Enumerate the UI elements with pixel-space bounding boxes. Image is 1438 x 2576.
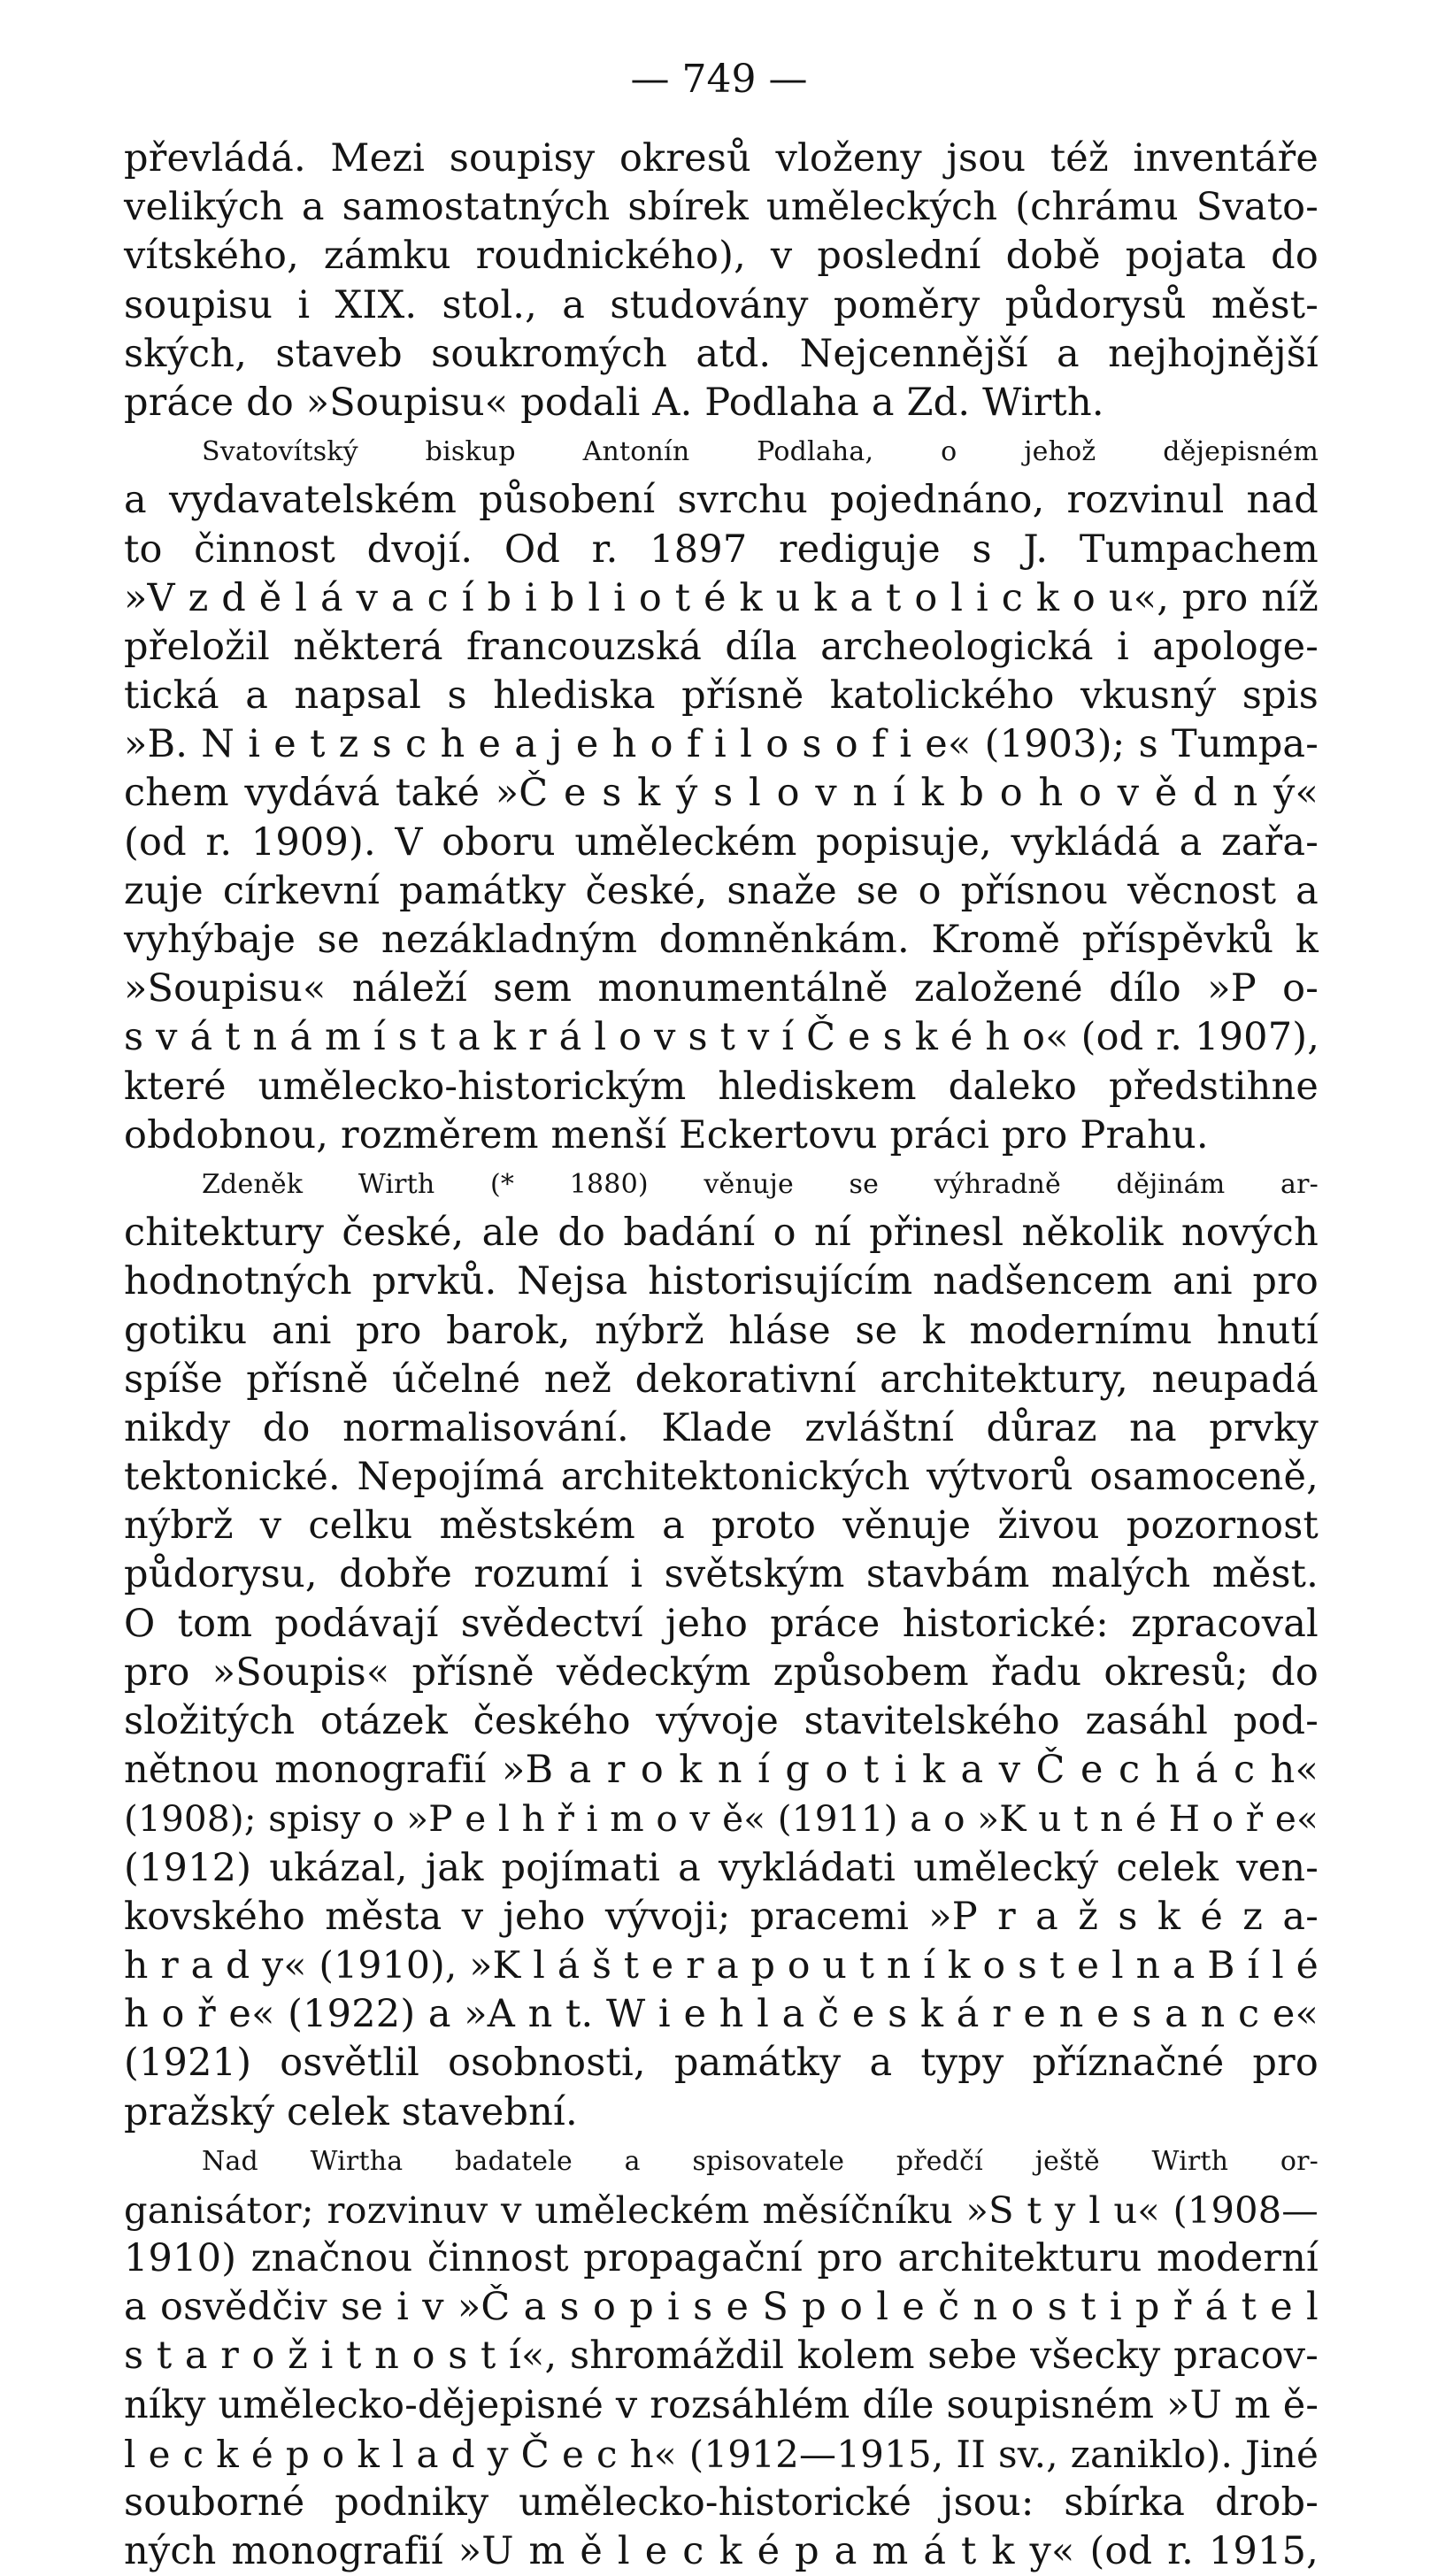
text-line: O tom podávají svědectví jeho práce historické: zpracoval — [124, 1601, 1319, 1646]
text-line: (1921) osvětlil osobnosti, památky a typy příznačné pro — [124, 2041, 1319, 2086]
text-line: 1910) značnou činnost propagační pro architekturu moderní — [124, 2236, 1319, 2281]
text-line: nikdy do normalisování. Klade zvláštní důraz na prvky — [124, 1405, 1319, 1450]
text-line: práce do »Soupisu« podali A. Podlaha a Zd. Wirth. — [124, 380, 1104, 425]
text-line: ských, staveb soukromých atd. Nejcennější a nejhojnější — [124, 331, 1319, 376]
text-line: (od r. 1909). V oboru uměleckém popisuje, vykládá a zařa- — [124, 819, 1319, 865]
text-line: Svatovítský biskup Antonín Podlaha, o jehož dějepisném — [202, 436, 1319, 468]
text-line: obdobnou, rozměrem menší Eckertovu práci pro Prahu. — [124, 1112, 1209, 1157]
text-line: složitých otázek českého vývoje stavitelského zasáhl pod- — [124, 1699, 1319, 1743]
text-line: Zdeněk Wirth (* 1880) věnuje se výhradně dějinám ar- — [202, 1168, 1319, 1200]
text-line: l e c k é p o k l a d y Č e c h« (1912—1915, II sv., zaniklo). Jiné — [124, 2432, 1319, 2476]
text-line: které umělecko-historickým hlediskem daleko předstihne — [124, 1064, 1319, 1109]
text-line: gotiku ani pro barok, nýbrž hláse se k modernímu hnutí — [124, 1308, 1319, 1353]
text-line: vítského, zámku roudnického), v poslední době pojata do — [124, 234, 1319, 279]
text-line: chitektury české, ale do badání o ní přinesl několik nových — [124, 1211, 1319, 1256]
text-line: pražský celek stavební. — [124, 2089, 578, 2134]
body-text — [124, 135, 1319, 2576]
text-line: níky umělecko-dějepisné v rozsáhlém díle soupisném »U m ě- — [124, 2382, 1319, 2427]
text-line: »B. N i e t z s c h e a j e h o f i l o s o f i e« (1903); s Tumpa- — [124, 722, 1319, 767]
text-line: tická a napsal s hlediska přísně katolického vkusný spis — [124, 673, 1319, 719]
text-line: ganisátor; rozvinuv v uměleckém měsíčníku »S t y l u« (1908— — [124, 2188, 1319, 2232]
text-line: a osvědčiv se i v »Č a s o p i s e S p o l e č n o s t i p ř á t e l — [124, 2285, 1319, 2330]
text-line: »V z d ě l á v a c í b i b l i o t é k u k a t o l i c k o u«, pro níž — [124, 575, 1319, 620]
text-line: h r a d y« (1910), »K l á š t e r a p o u t n í k o s t e l n a B í l é — [124, 1943, 1319, 1988]
text-line: ných monografií »U m ě l e c k é p a m á t k y« (od r. 1915, — [124, 2529, 1319, 2574]
text-line: kovského města v jeho vývoji; pracemi »P r a ž s k é z a- — [124, 1894, 1319, 1939]
text-line: nýbrž v celku městském a proto věnuje živou pozornost — [124, 1503, 1319, 1549]
page-number: — 749 — — [630, 57, 808, 102]
text-line: s t a r o ž i t n o s t í«, shromáždil kolem sebe všecky pracov- — [124, 2334, 1319, 2379]
text-line: to činnost dvojí. Od r. 1897 rediguje s J. Tumpachem — [124, 527, 1319, 572]
text-line: (1912) ukázal, jak pojímati a vykládati umělecký celek ven- — [124, 1845, 1319, 1890]
text-line: Nad Wirtha badatele a spisovatele předčí ještě Wirth or- — [202, 2145, 1319, 2177]
text-line: přeložil některá francouzská díla archeologická i apologe- — [124, 624, 1319, 669]
text-line: chem vydává také »Č e s k ý s l o v n í k b o h o v ě d n ý« — [124, 771, 1319, 816]
text-line: velikých a samostatných sbírek uměleckých (chrámu Svato- — [124, 185, 1319, 230]
text-line: soupisu i XIX. stol., a studovány poměry půdorysů měst- — [124, 282, 1319, 327]
text-line: převládá. Mezi soupisy okresů vloženy jsou též inventáře — [124, 136, 1319, 181]
text-line: zuje církevní památky české, snaže se o přísnou věcnost a — [124, 868, 1319, 913]
text-line: a vydavatelském působení svrchu pojednáno, rozvinul nad — [124, 478, 1319, 523]
text-line: půdorysu, dobře rozumí i světským stavbám malých měst. — [124, 1552, 1319, 1597]
text-line: h o ř e« (1922) a »A n t. W i e h l a č e s k á r e n e s a n c e« — [124, 1992, 1319, 2037]
text-line: souborné podniky umělecko-historické jsou: sbírka drob- — [124, 2480, 1319, 2525]
text-line: s v á t n á m í s t a k r á l o v s t v í Č e s k é h o« (od r. 1907), — [124, 1015, 1320, 1060]
text-line: pro »Soupis« přísně vědeckým způsobem řadu okresů; do — [124, 1649, 1319, 1695]
text-line: spíše přísně účelné než dekorativní architektury, neupadá — [124, 1357, 1319, 1402]
text-line: »Soupisu« náleží sem monumentálně založené dílo »P o- — [124, 966, 1319, 1011]
text-line: tektonické. Nepojímá architektonických výtvorů osamoceně, — [124, 1455, 1319, 1500]
text-line: hodnotných prvků. Nejsa historisujícím nadšencem ani pro — [124, 1259, 1319, 1304]
text-line: vyhýbaje se nezákladným domněnkám. Kromě příspěvků k — [124, 918, 1319, 962]
text-line: nětnou monografií »B a r o k n í g o t i k a v Č e c h á c h« — [124, 1748, 1319, 1793]
text-line: (1908); spisy o »P e l h ř i m o v ě« (1911) a o »K u t n é H o ř e« — [124, 1797, 1319, 1841]
